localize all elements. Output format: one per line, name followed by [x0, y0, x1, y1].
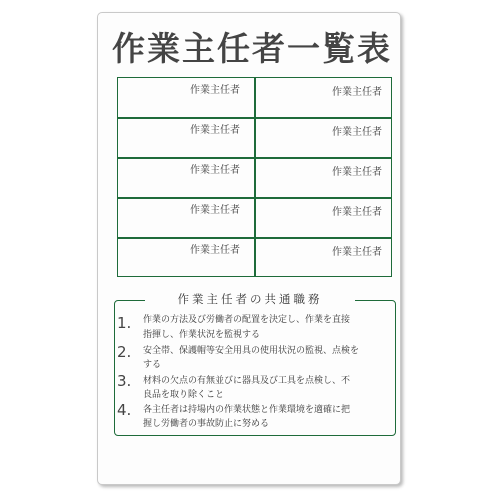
duty-line: 良品を取り除くこと	[143, 390, 225, 400]
table-row-divider	[118, 157, 391, 159]
duty-number: 3.	[117, 372, 132, 390]
cell-label-left: 作業主任者	[190, 85, 240, 96]
cell-label-right: 作業主任者	[332, 247, 382, 258]
duty-line: 握し労働者の事故防止に努める	[143, 419, 270, 429]
duty-line: 作業の方法及び労働者の配置を決定し、作業を直接	[143, 315, 351, 325]
cell-label-right: 作業主任者	[332, 167, 382, 178]
duty-number: 2.	[117, 343, 132, 361]
cell-label-left: 作業主任者	[190, 125, 240, 136]
cell-label-right: 作業主任者	[332, 87, 382, 98]
duty-number: 1.	[117, 314, 132, 332]
duty-line: 各主任者は持場内の作業状態と作業環境を適確に把	[143, 405, 351, 415]
table-row-divider	[118, 117, 391, 119]
duty-line: 指揮し、作業状況を監視する	[143, 330, 261, 340]
duty-line: 材料の欠点の有無並びに器具及び工具を点検し、不	[143, 376, 351, 386]
duties-heading: 作業主任者の共通職務	[145, 288, 355, 310]
cell-label-left: 作業主任者	[190, 205, 240, 216]
cell-label-right: 作業主任者	[332, 207, 382, 218]
duty-line: する	[143, 360, 162, 370]
cell-label-left: 作業主任者	[190, 165, 240, 176]
table-column-divider	[254, 78, 256, 276]
table-row-divider	[118, 237, 391, 239]
table-row-divider	[118, 197, 391, 199]
duty-line: 安全帯、保護帽等安全用具の使用状況の監視、点検を	[143, 346, 360, 356]
cell-label-left: 作業主任者	[190, 245, 240, 256]
cell-label-right: 作業主任者	[332, 127, 382, 138]
duty-number: 4.	[117, 401, 132, 419]
sign-title: 作業主任者一覧表	[112, 29, 392, 68]
